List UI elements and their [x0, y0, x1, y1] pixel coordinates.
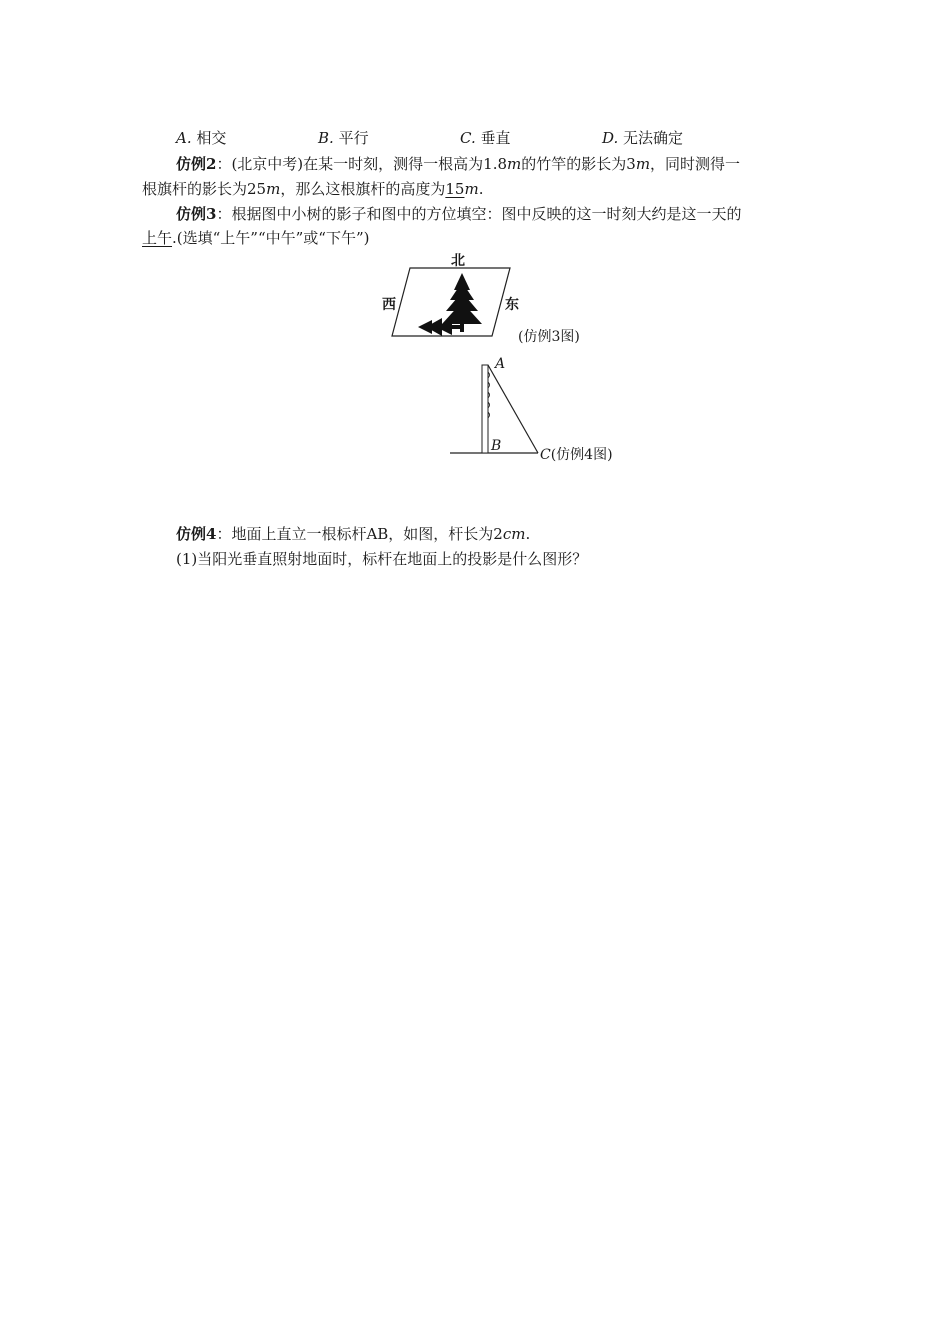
figure-3-east: 东 [505, 297, 519, 313]
option-c: C. 垂直 [460, 129, 511, 147]
ex4-question-1: (1)当阳光垂直照射地面时，标杆在地面上的投影是什么图形？ [176, 550, 588, 568]
ex2-answer: 15 [445, 180, 465, 198]
option-a: A. 相交 [176, 129, 227, 147]
label-c: C [540, 447, 551, 463]
figure-3-caption: (仿例3图) [518, 329, 580, 345]
ex3-answer: 上午 [142, 229, 173, 247]
figure-3-north: 北 [451, 253, 465, 269]
figure-3-west: 西 [382, 297, 396, 313]
label-b: B [491, 438, 502, 454]
ex3-line1: 仿例3：根据图中小树的影子和图中的方位填空：图中反映的这一时刻大约是这一天的 [176, 205, 742, 223]
ex2-line1: 仿例2：(北京中考)在某一时刻，测得一根高为1.8m的竹竿的影长为3m，同时测得一 [176, 155, 741, 173]
option-b: B. 平行 [318, 129, 369, 147]
figure-4-caption: C(仿例4图) [540, 447, 613, 463]
ex3-line2: 上午.(选填“上午”“中午”或“下午”) [142, 229, 370, 247]
label-a: A [495, 356, 506, 372]
ex4-line1: 仿例4：地面上直立一根标杆AB，如图，杆长为2cm. [176, 525, 531, 543]
ex2-line2: 根旗杆的影长为25m，那么这根旗杆的高度为15m. [142, 180, 484, 198]
option-d: D. 无法确定 [602, 129, 684, 147]
